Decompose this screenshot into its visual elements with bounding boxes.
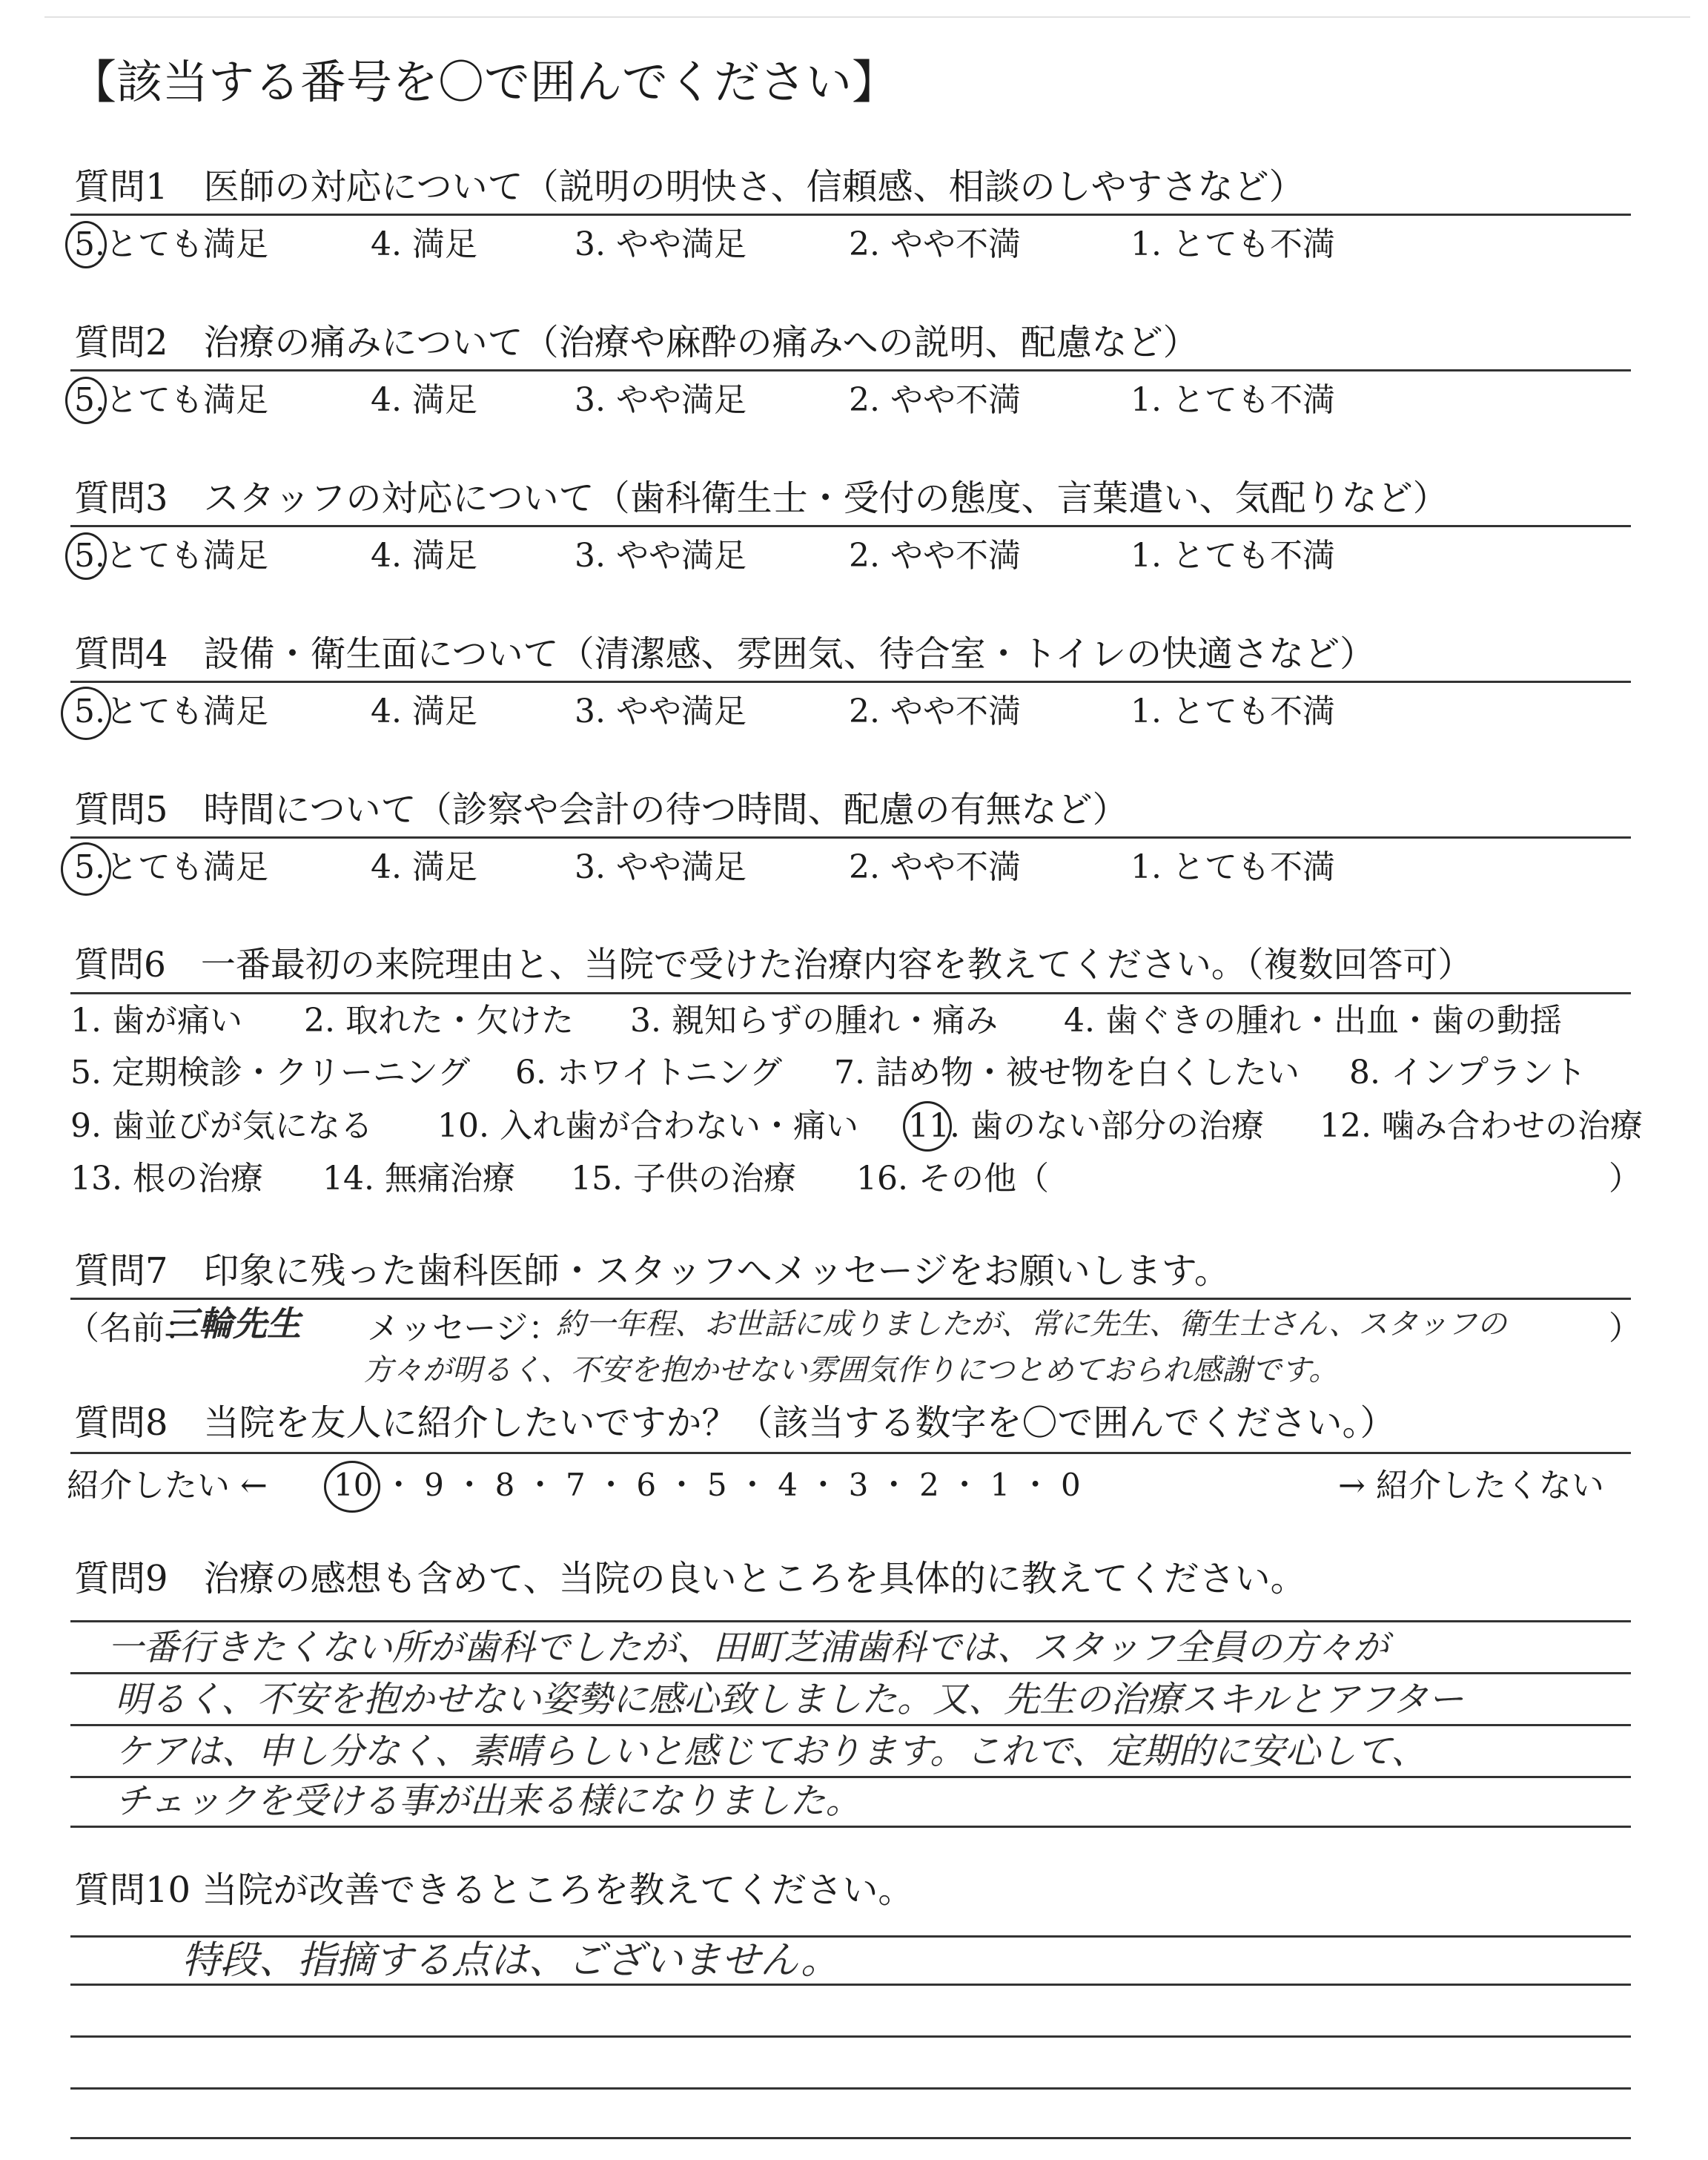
reason-option[interactable]: 9. 歯並びが気になる: [70, 1107, 373, 1145]
question-4-rule: [70, 681, 1631, 683]
option-4[interactable]: 4. 満足: [371, 225, 477, 263]
question-4: 質問4 設備・衛生面について（清潔感、雰囲気、待合室・トイレの快適さなど）: [74, 633, 1376, 675]
option-1[interactable]: 1. とても不満: [1131, 381, 1335, 419]
question-10: 質問10 当院が改善できるところを教えてください。: [74, 1869, 914, 1911]
reason-option[interactable]: 12. 噛み合わせの治療: [1320, 1107, 1643, 1145]
option-4[interactable]: 4. 満足: [371, 537, 477, 575]
answer-line: [70, 1984, 1631, 1986]
option-2[interactable]: 2. やや不満: [849, 848, 1021, 886]
option-4[interactable]: 4. 満足: [371, 381, 477, 419]
option-1[interactable]: 1. とても不満: [1131, 693, 1335, 730]
reason-option[interactable]: 10. 入れ歯が合わない・痛い: [437, 1107, 858, 1145]
question-1: 質問1 医師の対応について（説明の明快さ、信頼感、相談のしやすさなど）: [74, 166, 1305, 208]
question-6-rule: [70, 992, 1631, 994]
question-8: 質問8 当院を友人に紹介したいですか？（該当する数字を〇で囲んでください。）: [74, 1402, 1396, 1444]
reason-option[interactable]: 5. 定期検診・クリーニング: [70, 1054, 471, 1091]
answer-line: [70, 1935, 1631, 1938]
question-2: 質問2 治療の痛みについて（治療や麻酔の痛みへの説明、配慮など）: [74, 322, 1199, 363]
selection-circle: [65, 377, 107, 424]
selection-circle: [324, 1461, 380, 1513]
staff-name-handwritten[interactable]: 三輪先生: [165, 1304, 301, 1344]
option-3[interactable]: 3. やや満足: [575, 225, 747, 263]
option-4[interactable]: 4. 満足: [371, 693, 477, 730]
option-3[interactable]: 3. やや満足: [575, 381, 747, 419]
reason-option[interactable]: 11. 歯のない部分の治療: [908, 1107, 1264, 1145]
option-2[interactable]: 2. やや不満: [849, 381, 1021, 419]
reason-option[interactable]: 7. 詰め物・被せ物を白くしたい: [834, 1054, 1300, 1091]
option-4[interactable]: 4. 満足: [371, 848, 477, 886]
answer-line: [70, 2035, 1631, 2038]
selection-circle: [65, 532, 107, 580]
option-3[interactable]: 3. やや満足: [575, 848, 747, 886]
option-5[interactable]: 5.とても満足: [74, 848, 268, 886]
option-5[interactable]: 5.とても満足: [74, 537, 268, 575]
answer-line: [70, 2087, 1631, 2090]
message-line-1[interactable]: 約一年程、お世話に成りましたが、常に先生、衛生士さん、スタッフの: [556, 1307, 1507, 1341]
option-5[interactable]: 5.とても満足: [74, 381, 268, 419]
question-6: 質問6 一番最初の来院理由と、当院で受けた治療内容を教えてください。（複数回答可）: [74, 945, 1473, 985]
reason-option[interactable]: 4. 歯ぐきの腫れ・出血・歯の動揺: [1064, 1002, 1562, 1040]
selection-circle: [65, 221, 107, 268]
answer-line: [70, 1672, 1631, 1674]
selection-circle: [61, 687, 111, 740]
selection-circle: [61, 842, 111, 896]
option-3[interactable]: 3. やや満足: [575, 537, 747, 575]
option-1[interactable]: 1. とても不満: [1131, 848, 1335, 886]
answer-line: [70, 1826, 1631, 1828]
question-3: 質問3 スタッフの対応について（歯科衛生士・受付の態度、言葉遣い、気配りなど）: [74, 478, 1449, 519]
question-7-rule: [70, 1298, 1631, 1300]
option-1[interactable]: 1. とても不満: [1131, 225, 1335, 263]
option-5[interactable]: 5.とても満足: [74, 693, 268, 730]
answer-line: [70, 1620, 1631, 1622]
page-title: 【該当する番号を〇で囲んでください】: [70, 55, 898, 109]
question-8-rule: [70, 1452, 1631, 1454]
question-5-rule: [70, 836, 1631, 839]
question-1-rule: [70, 214, 1631, 216]
reason-option[interactable]: 3. 親知らずの腫れ・痛み: [630, 1002, 998, 1040]
question-3-rule: [70, 525, 1631, 527]
option-3[interactable]: 3. やや満足: [575, 693, 747, 730]
reason-option[interactable]: 14. 無痛治療: [322, 1160, 515, 1198]
answer-10[interactable]: 特段、指摘する点は、ございません。: [182, 1938, 840, 1983]
top-border: [44, 16, 1690, 18]
selection-circle: [903, 1101, 952, 1152]
reason-option[interactable]: 8. インプラント: [1349, 1054, 1586, 1091]
answer-9-line-4[interactable]: チェックを受ける事が出来る様になりました。: [115, 1780, 861, 1822]
option-2[interactable]: 2. やや不満: [849, 225, 1021, 263]
reason-option[interactable]: 13. 根の治療: [70, 1160, 263, 1198]
reason-option[interactable]: 16. その他（: [856, 1160, 1049, 1198]
reason-option[interactable]: 2. 取れた・欠けた: [304, 1002, 574, 1040]
option-2[interactable]: 2. やや不満: [849, 537, 1021, 575]
option-5[interactable]: 5.とても満足: [74, 225, 268, 263]
message-line-2[interactable]: 方々が明るく、不安を抱かせない雰囲気作りにつとめておられ感謝です。: [363, 1353, 1339, 1387]
option-1[interactable]: 1. とても不満: [1131, 537, 1335, 575]
recommend-scale[interactable]: 10 ・ 9 ・ 8 ・ 7 ・ 6 ・ 5 ・ 4 ・ 3 ・ 2 ・ 1 ・ 0: [334, 1467, 1081, 1503]
message-label: メッセージ：: [367, 1309, 561, 1347]
reason-option[interactable]: 15. 子供の治療: [571, 1160, 796, 1198]
question-2-rule: [70, 369, 1631, 371]
name-label: （名前：: [67, 1309, 197, 1347]
question-5: 質問5 時間について（診察や会計の待つ時間、配慮の有無など）: [74, 789, 1128, 830]
question-9: 質問9 治療の感想も含めて、当院の良いところを具体的に教えてください。: [74, 1558, 1306, 1599]
message-close-paren: ）: [1609, 1309, 1641, 1347]
answer-line: [70, 2137, 1631, 2139]
reason-option[interactable]: 1. 歯が痛い: [70, 1002, 242, 1040]
recommend-left-label: 紹介したい ←: [67, 1467, 268, 1505]
recommend-right-label: → 紹介したくない: [1338, 1467, 1604, 1505]
answer-9-line-1[interactable]: 一番行きたくない所が歯科でしたが、田町芝浦歯科では、スタッフ全員の方々が: [107, 1627, 1389, 1668]
answer-line: [70, 1776, 1631, 1778]
reason-option[interactable]: 6. ホワイトニング: [515, 1054, 783, 1091]
answer-9-line-3[interactable]: ケアは、申し分なく、素晴らしいと感じております。これで、定期的に安心して、: [115, 1731, 1427, 1772]
other-close-paren: ）: [1609, 1160, 1641, 1198]
answer-line: [70, 1724, 1631, 1726]
option-2[interactable]: 2. やや不満: [849, 693, 1021, 730]
question-7: 質問7 印象に残った歯科医師・スタッフへメッセージをお願いします。: [74, 1250, 1230, 1292]
answer-9-line-2[interactable]: 明るく、不安を抱かせない姿勢に感心致しました。又、先生の治療スキルとアフター: [115, 1679, 1464, 1720]
